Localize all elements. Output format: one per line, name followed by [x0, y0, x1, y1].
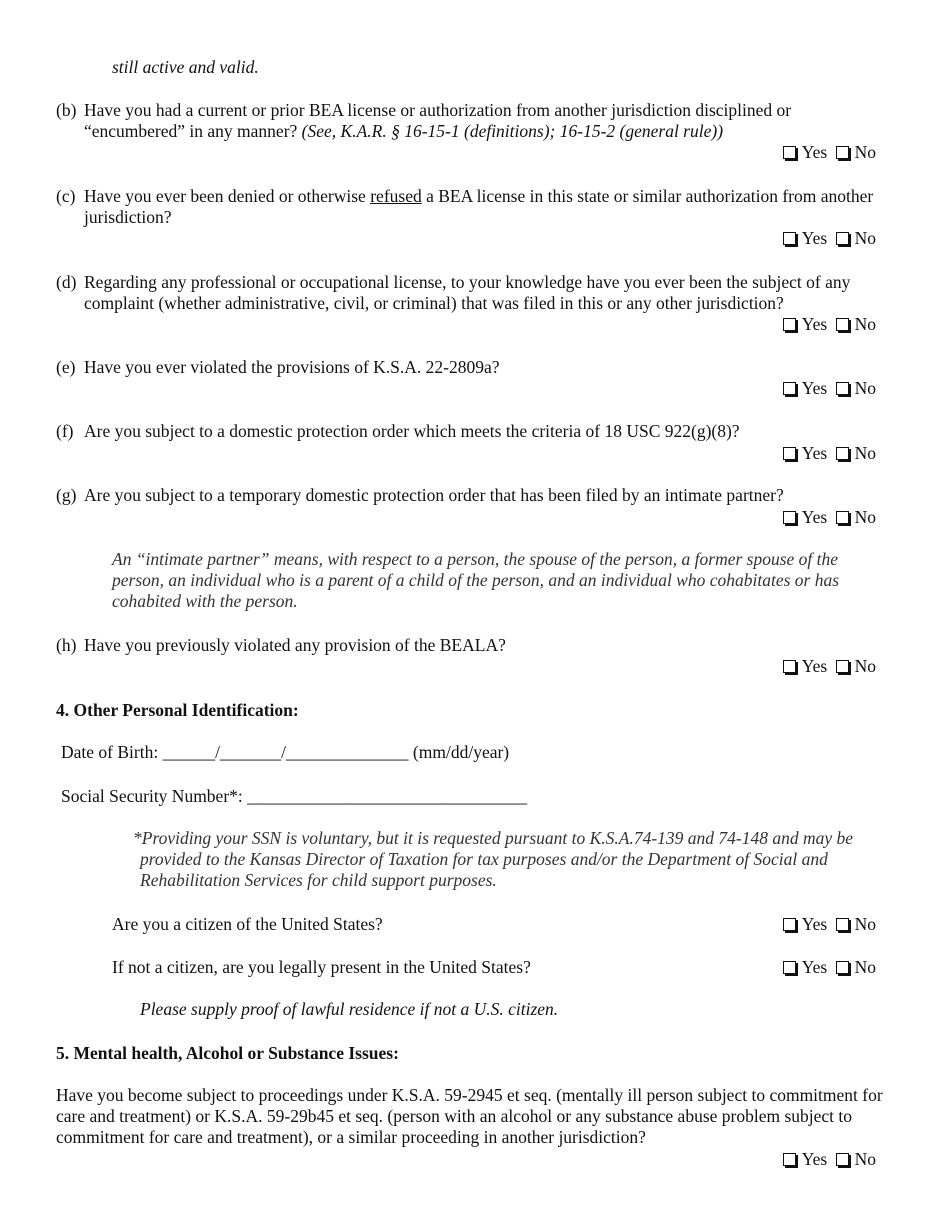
- yes-label: Yes: [801, 228, 828, 248]
- yes-checkbox[interactable]: [783, 511, 796, 524]
- no-checkbox[interactable]: [836, 660, 849, 673]
- yes-checkbox[interactable]: [783, 660, 796, 673]
- question-b-citation: (See, K.A.R. § 16-15-1 (definitions); 16-15-2 (general rule)): [301, 121, 724, 141]
- question-d-text: Regarding any professional or occupational license, to your knowledge have you ever been the subject of any complaint (whether administrative, civil, or criminal) that was filed in this or any other jurisdiction?: [84, 272, 851, 313]
- question-b-letter: (b): [56, 100, 77, 120]
- no-label: No: [854, 142, 876, 162]
- no-label: No: [854, 914, 876, 934]
- no-label: No: [854, 443, 876, 463]
- question-f-letter: (f): [56, 421, 74, 441]
- no-checkbox[interactable]: [836, 447, 849, 460]
- no-checkbox[interactable]: [836, 1153, 849, 1166]
- question-d-letter: (d): [56, 272, 77, 292]
- no-checkbox[interactable]: [836, 961, 849, 974]
- citizen-question: Are you a citizen of the United States?: [112, 914, 383, 934]
- no-checkbox[interactable]: [836, 382, 849, 395]
- no-label: No: [854, 378, 876, 398]
- no-label: No: [854, 507, 876, 527]
- yes-label: Yes: [801, 443, 828, 463]
- yes-label: Yes: [801, 314, 828, 334]
- question-b-text: [84, 100, 884, 142]
- section-5-heading: 5. Mental health, Alcohol or Substance Issues:: [56, 1043, 399, 1063]
- question-e-text: Have you ever violated the provisions of K.S.A. 22-2809a?: [84, 357, 500, 377]
- question-h-answer: [783, 656, 880, 677]
- no-checkbox[interactable]: [836, 318, 849, 331]
- question-h-letter: (h): [56, 635, 77, 655]
- question-h-text: Have you previously violated any provision of the BEALA?: [84, 635, 506, 655]
- yes-label: Yes: [801, 656, 828, 676]
- question-g-letter: (g): [56, 485, 77, 505]
- question-c-letter: (c): [56, 186, 76, 206]
- yes-label: Yes: [801, 507, 828, 527]
- yes-label: Yes: [801, 1149, 828, 1169]
- no-label: No: [854, 656, 876, 676]
- date-of-birth-field[interactable]: Date of Birth: ______/_______/______________ (mm/dd/year): [61, 742, 510, 762]
- intimate-partner-definition: An “intimate partner” means, with respect to a person, the spouse of the person, a former spouse of the person, an individual who is a parent of a child of the person, and an individual who cohabitates or has cohabited with the person.: [112, 549, 840, 611]
- question-c-underlined: refused: [370, 186, 422, 206]
- yes-label: Yes: [801, 378, 828, 398]
- yes-checkbox[interactable]: [783, 146, 796, 159]
- question-g-answer: [783, 507, 880, 528]
- section-5-answer: [783, 1149, 880, 1170]
- yes-label: Yes: [801, 142, 828, 162]
- no-checkbox[interactable]: [836, 146, 849, 159]
- ssn-disclosure-text: *Providing your SSN is voluntary, but it is requested pursuant to K.S.A.74-139 and 74-148 and may be provided to the Kansas Director of Taxation for tax purposes and/or the Department of Social and Rehabilitation Services for child support purposes.: [133, 828, 854, 890]
- question-c-text: [84, 186, 884, 228]
- no-checkbox[interactable]: [836, 232, 849, 245]
- proof-of-residence-note: Please supply proof of lawful residence if not a U.S. citizen.: [140, 999, 559, 1019]
- continued-text: still active and valid.: [112, 57, 259, 77]
- yes-checkbox[interactable]: [783, 1153, 796, 1166]
- yes-checkbox[interactable]: [783, 918, 796, 931]
- no-label: No: [854, 314, 876, 334]
- ssn-field[interactable]: Social Security Number*: ________________________________: [61, 786, 528, 806]
- section-4-heading: 4. Other Personal Identification:: [56, 700, 299, 720]
- yes-checkbox[interactable]: [783, 382, 796, 395]
- yes-label: Yes: [801, 957, 828, 977]
- question-b-answer: [783, 142, 880, 163]
- yes-label: Yes: [801, 914, 828, 934]
- question-c-answer: [783, 228, 880, 249]
- question-e-letter: (e): [56, 357, 76, 377]
- question-d-answer: [783, 314, 880, 335]
- question-c-body-end: a BEA license in this state or similar authorization from another jurisdiction?: [84, 186, 874, 227]
- no-label: No: [854, 228, 876, 248]
- question-c-body-start: Have you ever been denied or otherwise: [84, 186, 366, 206]
- yes-checkbox[interactable]: [783, 447, 796, 460]
- citizen-answer: [783, 914, 880, 935]
- ssn-disclosure-note: [133, 828, 893, 891]
- question-b-body: Have you had a current or prior BEA license or authorization from another jurisdiction disciplined or “encumbered” in any manner?: [84, 100, 792, 141]
- legal-presence-answer: [783, 957, 880, 978]
- question-f-text: Are you subject to a domestic protection order which meets the criteria of 18 USC 922(g)(8)?: [84, 421, 740, 441]
- no-checkbox[interactable]: [836, 511, 849, 524]
- legal-presence-question: If not a citizen, are you legally present in the United States?: [112, 957, 531, 977]
- question-e-answer: [783, 378, 880, 399]
- no-label: No: [854, 957, 876, 977]
- yes-checkbox[interactable]: [783, 961, 796, 974]
- no-checkbox[interactable]: [836, 918, 849, 931]
- yes-checkbox[interactable]: [783, 318, 796, 331]
- no-label: No: [854, 1149, 876, 1169]
- yes-checkbox[interactable]: [783, 232, 796, 245]
- question-g-text: Are you subject to a temporary domestic protection order that has been filed by an intimate partner?: [84, 485, 784, 505]
- question-f-answer: [783, 443, 880, 464]
- section-5-question: Have you become subject to proceedings under K.S.A. 59-2945 et seq. (mentally ill person subject to commitment for care and treatment) or K.S.A. 59-29b45 et seq. (person with an alcohol or any substance abuse problem subject to commitment for care and treatment), or a similar proceeding in another jurisdiction?: [56, 1085, 883, 1147]
